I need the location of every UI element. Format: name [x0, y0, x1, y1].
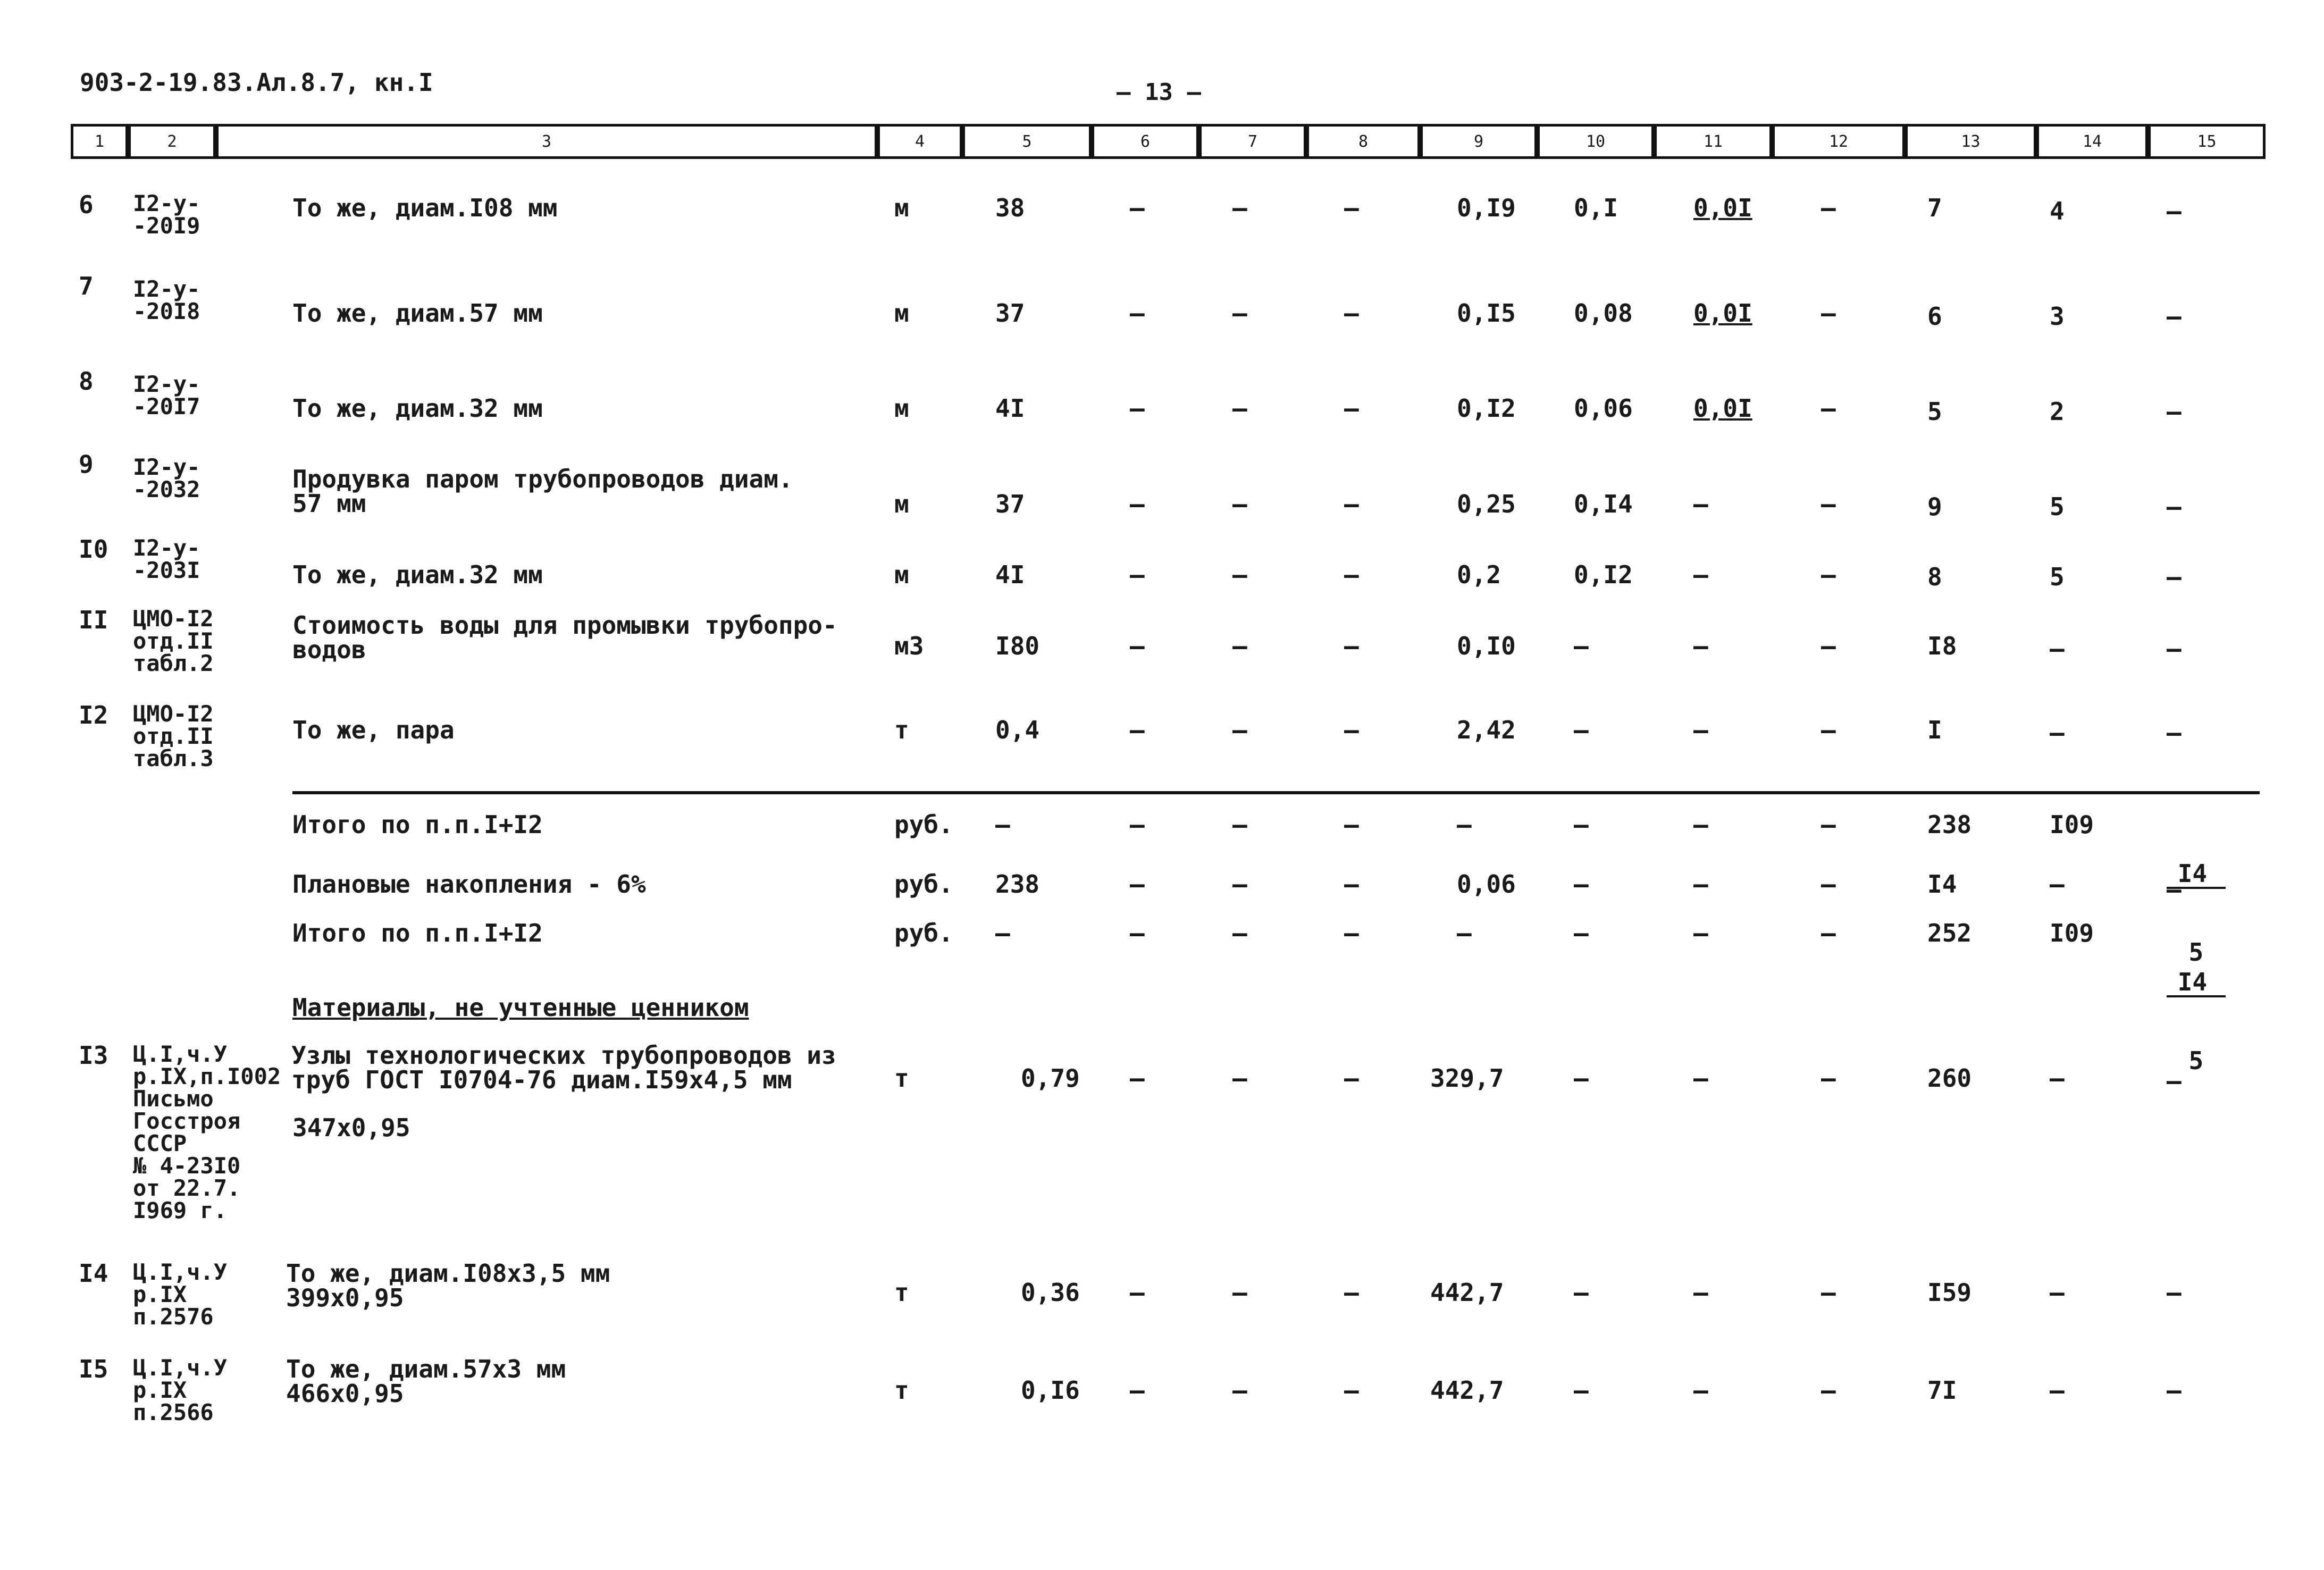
- row-code: Ц.I,ч.У р.IX п.2576: [133, 1259, 228, 1330]
- totals-cell: –: [1457, 810, 1472, 839]
- document-code: 903-2-19.83.Ал.8.7, кн.I: [80, 68, 433, 97]
- row-description: То же, диам.57х3 мм 466х0,95: [286, 1355, 566, 1408]
- totals-cell: I4: [1927, 870, 1957, 899]
- row-cell: –: [1344, 490, 1359, 518]
- row-cell: 0,I0: [1457, 632, 1516, 660]
- totals-cell: –: [1344, 870, 1359, 899]
- column-header: 2: [128, 124, 216, 159]
- row-cell: 8: [1927, 562, 1942, 591]
- totals-cell: –: [1130, 870, 1145, 899]
- row-description: То же, диам.32 мм: [292, 394, 543, 423]
- column-header: 6: [1092, 124, 1199, 159]
- row-cell: –: [1821, 394, 1836, 423]
- row-cell: 9: [1927, 492, 1942, 521]
- totals-cell: –: [1574, 919, 1589, 947]
- column-header: 12: [1772, 124, 1905, 159]
- row-cell: –: [2050, 1064, 2065, 1093]
- row-cell: –: [1130, 716, 1145, 744]
- row-cell: –: [1821, 299, 1836, 328]
- row-cell: 0,I9: [1457, 194, 1516, 222]
- column-header: 11: [1654, 124, 1772, 159]
- row-cell: –: [1130, 299, 1145, 328]
- row-cell: –: [1232, 299, 1247, 328]
- row-cell: 0,0I: [1693, 394, 1752, 423]
- row-cell: 0,0I: [1693, 299, 1752, 328]
- row-cell: –: [1821, 632, 1836, 660]
- row-cell: –: [2050, 718, 2065, 747]
- row-cell: 5: [2050, 562, 2065, 591]
- row-cell: –: [2167, 562, 2182, 591]
- row-unit: м: [894, 490, 909, 518]
- row-cell: –: [1130, 194, 1145, 222]
- row-cell: 5: [1927, 397, 1942, 426]
- row-cell: 0,2: [1457, 560, 1501, 589]
- row-number: I4: [79, 1259, 108, 1288]
- row-quantity: 4I: [995, 394, 1025, 423]
- column-header: 13: [1905, 124, 2036, 159]
- row-cell: 442,7: [1430, 1278, 1504, 1307]
- row-cell: —: [1344, 716, 1359, 744]
- row-cell: 3: [2050, 302, 2065, 331]
- row-number: 7: [79, 272, 94, 300]
- row-cell: –: [1574, 1278, 1589, 1307]
- row-description: То же, пара: [292, 716, 455, 744]
- row-cell: –: [2050, 1278, 2065, 1307]
- row-quantity: 0,I6: [1021, 1376, 1080, 1405]
- row-number: I0: [79, 535, 108, 564]
- row-cell: 260: [1927, 1064, 1972, 1093]
- row-number: I5: [79, 1355, 108, 1383]
- row-number: I2: [79, 701, 108, 729]
- row-code: Ц.I,ч.У р.IX,п.I002 Письмо Госстроя СССР № 4-23I0 от 22.7. I969 г.: [133, 1041, 281, 1223]
- row-quantity: 0,4: [995, 716, 1040, 744]
- row-cell: –: [1344, 1278, 1359, 1307]
- row-cell: 0,I2: [1457, 394, 1516, 423]
- row-cell: 0,25: [1457, 490, 1516, 518]
- totals-cell: –: [1821, 919, 1836, 947]
- row-code: I2-у- -2032: [133, 454, 200, 502]
- row-cell: –: [1574, 1064, 1589, 1093]
- row-number: II: [79, 606, 108, 634]
- row-cell: –: [1344, 1376, 1359, 1405]
- row-cell: –: [1693, 1376, 1708, 1405]
- row-quantity: 38: [995, 194, 1025, 222]
- row-cell: –: [1232, 1376, 1247, 1405]
- totals-cell: –: [2167, 875, 2182, 904]
- row-cell: 0,I5: [1457, 299, 1516, 328]
- row-quantity: I80: [995, 632, 1040, 660]
- row-cell: 7: [1927, 194, 1942, 222]
- row-cell: I: [1927, 716, 1942, 744]
- row-quantity: 0,36: [1021, 1278, 1080, 1307]
- row-cell: –: [1232, 1278, 1247, 1307]
- row-description: То же, диам.I08х3,5 мм 399х0,95: [286, 1259, 610, 1312]
- row-number: 9: [79, 450, 94, 478]
- row-cell: I8: [1927, 632, 1957, 660]
- totals-cell: –: [1693, 919, 1708, 947]
- row-cell: –: [2167, 397, 2182, 426]
- totals-divider: [292, 791, 2260, 794]
- totals-cell: I09: [2050, 919, 2094, 947]
- row-cell: –: [1693, 716, 1708, 744]
- row-cell: 2,42: [1457, 716, 1516, 744]
- row-cell: –: [1344, 632, 1359, 660]
- row-cell: –: [1232, 716, 1247, 744]
- row-unit: т: [894, 1064, 909, 1093]
- row-cell: –: [1821, 1064, 1836, 1093]
- fraction-denominator: 5: [2188, 1046, 2204, 1075]
- totals-unit: руб.: [894, 810, 953, 839]
- row-cell: –: [1130, 1278, 1145, 1307]
- totals-quantity: –: [995, 919, 1010, 947]
- row-number: I3: [79, 1041, 108, 1070]
- row-cell: 0,I4: [1574, 490, 1633, 518]
- row-cell: –: [1232, 490, 1247, 518]
- row-cell: 4: [2050, 197, 2065, 225]
- row-description: Стоимость воды для промывки трубопро- водов: [292, 611, 837, 664]
- row-cell: –: [1693, 1064, 1708, 1093]
- row-cell: –: [1344, 194, 1359, 222]
- row-cell: –: [1821, 194, 1836, 222]
- row-cell: –: [1344, 299, 1359, 328]
- totals-cell: –: [2050, 870, 2065, 899]
- row-unit: м: [894, 194, 909, 222]
- row-cell: –: [1693, 560, 1708, 589]
- row-cell: 0,08: [1574, 299, 1633, 328]
- row-cell: –: [1574, 716, 1589, 744]
- row-cell: –: [2167, 1376, 2182, 1405]
- row-quantity: 0,79: [1021, 1064, 1080, 1093]
- row-number: 8: [79, 367, 94, 396]
- row-cell: –: [1130, 560, 1145, 589]
- row-cell: –: [2167, 302, 2182, 331]
- row-cell: 0,I: [1574, 194, 1618, 222]
- row-description: То же, диам.57 мм: [292, 299, 543, 328]
- row-cell: 0,06: [1574, 394, 1633, 423]
- row-cell: –: [2167, 1278, 2182, 1307]
- row-number: 6: [79, 190, 94, 219]
- row-cell: –: [2167, 634, 2182, 663]
- row-cell: –: [1574, 1376, 1589, 1405]
- row-unit: т: [894, 1278, 909, 1307]
- row-cell: 329,7: [1430, 1064, 1504, 1093]
- row-code: Ц.I,ч.У р.IX п.2566: [133, 1355, 228, 1425]
- totals-cell: –: [1344, 810, 1359, 839]
- row-cell: 0,0I: [1693, 194, 1752, 222]
- column-header: 10: [1537, 124, 1654, 159]
- row-cell: –: [1232, 632, 1247, 660]
- row-description-extra: 347х0,95: [292, 1113, 410, 1142]
- totals-cell: –: [1232, 919, 1247, 947]
- row-cell: –: [2050, 634, 2065, 663]
- totals-quantity: 238: [995, 870, 1040, 899]
- totals-cell: 252: [1927, 919, 1972, 947]
- row-cell: –: [1821, 716, 1836, 744]
- totals-cell: –: [1693, 810, 1708, 839]
- row-cell: 6: [1927, 302, 1942, 331]
- row-cell: –: [1693, 1278, 1708, 1307]
- fraction-numerator: I4: [2167, 861, 2226, 889]
- fraction-numerator: I4: [2167, 970, 2226, 997]
- row-quantity: 4I: [995, 560, 1025, 589]
- row-cell: –: [2167, 718, 2182, 747]
- row-cell: –: [2167, 197, 2182, 225]
- column-header: 9: [1420, 124, 1537, 159]
- row-cell: –: [1821, 1376, 1836, 1405]
- row-cell: –: [1574, 632, 1589, 660]
- column-header: 5: [962, 124, 1092, 159]
- row-cell: 442,7: [1430, 1376, 1504, 1405]
- row-code: ЦМО-I2 отд.II табл.2: [133, 606, 214, 676]
- row-cell: 2: [2050, 397, 2065, 426]
- row-unit: т: [894, 716, 909, 744]
- row-cell: –: [1232, 1064, 1247, 1093]
- row-cell: –: [1693, 632, 1708, 660]
- totals-cell: –: [1574, 870, 1589, 899]
- column-header: 14: [2036, 124, 2148, 159]
- row-unit: м: [894, 394, 909, 423]
- section-title: Материалы, не учтенные ценником: [292, 993, 749, 1022]
- totals-cell: –: [1457, 919, 1472, 947]
- row-cell: –: [2050, 1376, 2065, 1405]
- totals-unit: руб.: [894, 919, 953, 947]
- row-unit: м: [894, 560, 909, 589]
- totals-unit: руб.: [894, 870, 953, 899]
- row-cell: 5: [2050, 492, 2065, 521]
- row-cell: I59: [1927, 1278, 1972, 1307]
- row-cell: –: [1344, 560, 1359, 589]
- fraction-denominator: 5: [2188, 938, 2204, 967]
- row-cell: –: [1232, 394, 1247, 423]
- row-cell: –: [1130, 394, 1145, 423]
- column-header: 15: [2148, 124, 2266, 159]
- totals-cell: –: [1821, 810, 1836, 839]
- row-description: То же, диам.32 мм: [292, 560, 543, 589]
- totals-cell: –: [1130, 919, 1145, 947]
- totals-cell: 0,06: [1457, 870, 1516, 899]
- row-description: То же, диам.I08 мм: [292, 194, 558, 222]
- row-cell: –: [1344, 394, 1359, 423]
- row-code: I2-у- -20I7: [133, 371, 200, 419]
- row-cell: –: [1130, 1064, 1145, 1093]
- row-code: I2-у- -20I9: [133, 190, 200, 239]
- row-cell: –: [1821, 560, 1836, 589]
- row-code: I2-у- -20I8: [133, 276, 200, 324]
- row-quantity: 37: [995, 490, 1025, 518]
- totals-cell: –: [1574, 810, 1589, 839]
- row-cell: –: [1344, 1064, 1359, 1093]
- row-cell: –: [2167, 492, 2182, 521]
- page-number: — 13 —: [1117, 79, 1201, 106]
- row-cell: –: [1821, 1278, 1836, 1307]
- row-cell: –: [1232, 194, 1247, 222]
- totals-cell: –: [1821, 870, 1836, 899]
- row-code: ЦМО-I2 отд.II табл.3: [133, 701, 214, 771]
- totals-description: Плановые накопления - 6%: [292, 870, 646, 899]
- row-cell: –: [1693, 490, 1708, 518]
- totals-cell: 238: [1927, 810, 1972, 839]
- row-cell: –: [1130, 1376, 1145, 1405]
- row-unit: м: [894, 299, 909, 328]
- row-cell: 7I: [1927, 1376, 1957, 1405]
- column-header: 3: [216, 124, 877, 159]
- row-cell: –: [1130, 632, 1145, 660]
- row-cell: –: [1232, 560, 1247, 589]
- totals-cell: –: [1130, 810, 1145, 839]
- column-header: 4: [877, 124, 962, 159]
- row-unit: т: [894, 1376, 909, 1405]
- row-code: I2-у- -203I: [133, 535, 200, 583]
- row-cell: 0,I2: [1574, 560, 1633, 589]
- column-header: 1: [71, 124, 128, 159]
- row-description: Продувка паром трубопроводов диам. 57 мм: [292, 465, 793, 518]
- column-header: 8: [1306, 124, 1420, 159]
- totals-description: Итого по п.п.I+I2: [292, 919, 543, 947]
- row-cell: –: [2167, 1067, 2182, 1095]
- totals-cell: –: [1232, 870, 1247, 899]
- row-cell: –: [1821, 490, 1836, 518]
- totals-cell: –: [1693, 870, 1708, 899]
- totals-quantity: –: [995, 810, 1010, 839]
- totals-cell: I09: [2050, 810, 2094, 839]
- column-header: 7: [1199, 124, 1306, 159]
- totals-cell: –: [1232, 810, 1247, 839]
- row-description: Узлы технологических трубопроводов из труб ГОСТ I0704-76 диам.I59х4,5 мм: [291, 1041, 836, 1094]
- totals-description: Итого по п.п.I+I2: [292, 810, 543, 839]
- row-quantity: 37: [995, 299, 1025, 328]
- row-cell: –: [1130, 490, 1145, 518]
- row-unit: м3: [894, 632, 924, 660]
- totals-cell: –: [1344, 919, 1359, 947]
